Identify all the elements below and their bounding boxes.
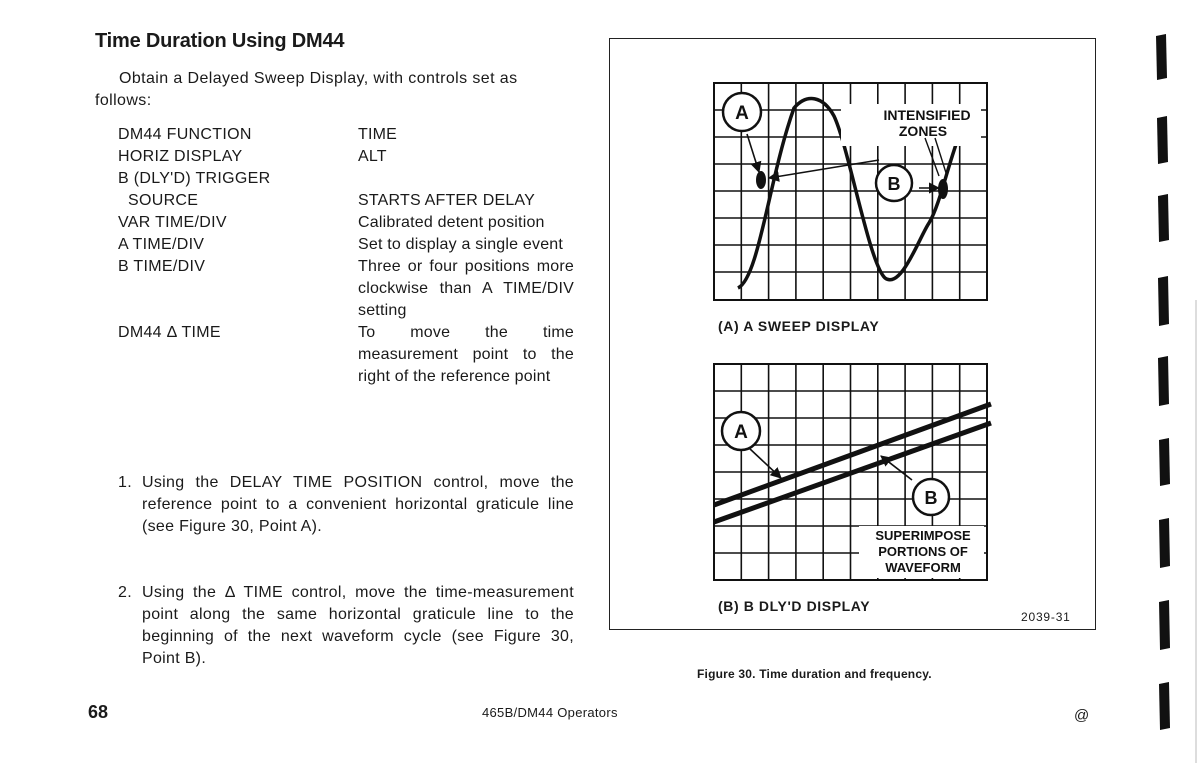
control-value: STARTS AFTER DELAY (358, 192, 535, 209)
control-name: SOURCE (128, 192, 199, 209)
manual-title: 465B/DM44 Operators (482, 705, 618, 720)
marker-a-top (723, 93, 761, 131)
control-value: Calibrated detent position (358, 214, 545, 231)
intensified-zone-b (938, 179, 948, 199)
panel-a-caption: (A) A SWEEP DISPLAY (718, 318, 880, 334)
control-value: Three or four positions more clockwise than A TIME/DIV setting (358, 258, 574, 319)
control-value: To move the time measurement point to the right of the reference point (358, 324, 574, 385)
superimpose-label: SUPERIMPOSE (875, 528, 971, 543)
page-edge-tab-marks (1150, 0, 1198, 763)
svg-text:A: A (735, 103, 749, 124)
publisher-mark: @ (1074, 707, 1090, 724)
portions-of-label: PORTIONS OF (878, 544, 968, 559)
control-name: DM44 Δ TIME (118, 324, 221, 341)
settings-row (118, 124, 578, 146)
settings-row (118, 190, 578, 212)
control-value (358, 168, 574, 190)
svg-text:B: B (887, 174, 901, 194)
step-1 (118, 472, 578, 538)
step-text: Using the Δ TIME control, move the time-measurement point along the same horizontal graticule line to the beginning of the next waveform cycle (see Figure 30, Point B). (142, 584, 574, 667)
panel-b-caption: (B) B DLY'D DISPLAY (718, 598, 871, 614)
intro-paragraph: Obtain a Delayed Sweep Display, with controls set as follows: (95, 70, 518, 109)
control-name: A TIME/DIV (118, 236, 205, 253)
step-number: 1. (118, 474, 132, 491)
marker-a-bottom (722, 412, 760, 450)
pointer-b-panel-a (749, 448, 781, 478)
control-name: B TIME/DIV (118, 258, 206, 275)
figure-30-illustration (609, 38, 1096, 630)
section-heading: Time Duration Using DM44 (95, 30, 345, 52)
control-settings-table (118, 124, 578, 388)
intensified-zone-a (756, 171, 766, 189)
waveform-label: WAVEFORM (885, 560, 961, 575)
control-name: B (DLY'D) TRIGGER (118, 170, 271, 187)
control-value: Set to display a single event (358, 236, 564, 253)
control-value: ALT (358, 148, 387, 165)
settings-row (118, 322, 578, 388)
settings-row (118, 146, 578, 168)
settings-row (118, 212, 578, 234)
intensified-label: INTENSIFIED (883, 107, 971, 123)
step-number: 2. (118, 584, 132, 601)
marker-b-bottom (913, 479, 949, 515)
pointer-b-panel-b (881, 456, 912, 480)
zones-label: ZONES (898, 123, 948, 139)
settings-row (118, 256, 578, 322)
step-text: Using the DELAY TIME POSITION control, move the reference point to a convenient horizontal graticule line (see Figure 30, Point A). (142, 474, 574, 535)
pointer-a (747, 134, 759, 172)
figure-number: 2039-31 (1021, 610, 1071, 624)
control-name: HORIZ DISPLAY (118, 148, 243, 165)
svg-text:B: B (924, 488, 938, 508)
settings-row (118, 234, 578, 256)
settings-row (118, 168, 578, 190)
marker-b-top (876, 165, 912, 201)
step-2 (118, 582, 578, 670)
control-name: VAR TIME/DIV (118, 214, 227, 231)
control-name: DM44 FUNCTION (118, 126, 252, 143)
control-value: TIME (358, 126, 398, 143)
svg-text:A: A (734, 422, 748, 443)
figure-caption: Figure 30. Time duration and frequency. (697, 667, 932, 681)
page-number: 68 (88, 702, 109, 722)
